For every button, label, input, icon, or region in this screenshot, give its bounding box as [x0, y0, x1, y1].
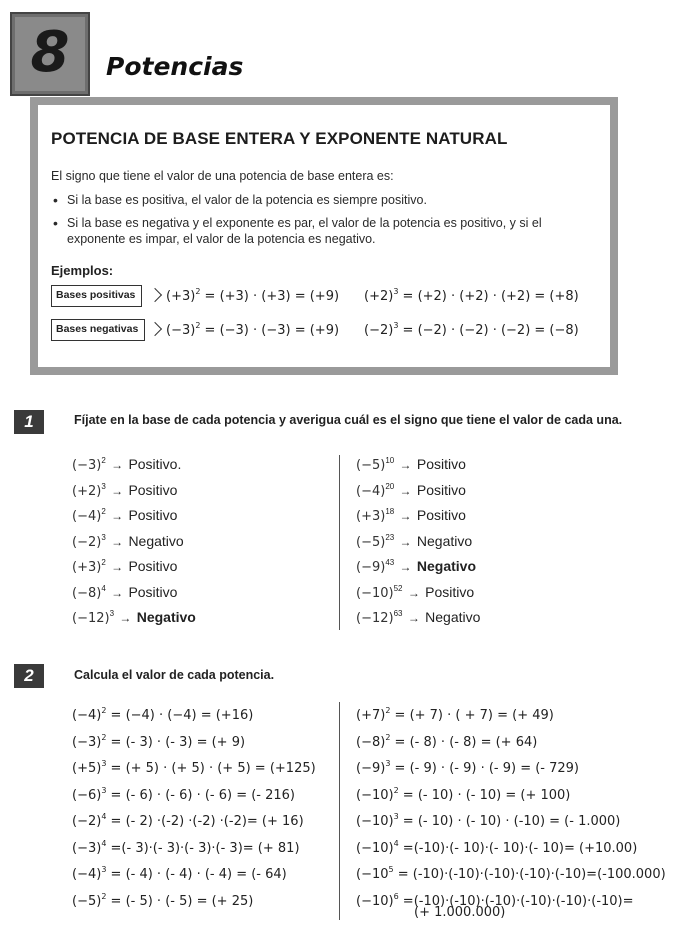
power-calculation: $(-3)^2$ = (- 3) · (- 3) = (+ 9) — [72, 732, 246, 750]
column-divider — [339, 702, 340, 920]
power-calculation: $(-3)^4$ =(- 3)·(- 3)·(- 3)·(- 3)= (+ 81) — [72, 838, 300, 856]
theory-box — [30, 97, 618, 375]
sign-item: $(-12)^3$ → Negativo — [72, 609, 196, 626]
sign-item: $(-10)^{52}$ → Positivo — [356, 583, 475, 601]
tag-negative-bases: Bases negativas — [51, 319, 145, 341]
arrow-right-icon: → — [396, 509, 415, 523]
power-calculation: $(+7)^2$ = (+ 7) · ( + 7) = (+ 49) — [356, 706, 554, 723]
tag-positive-bases: Bases positivas — [51, 285, 142, 307]
sign-item: $(-8)^4$ → Positivo — [72, 583, 178, 601]
sign-item: $(-12)^{63}$ → Negativo — [356, 609, 481, 626]
sign-item: $(-3)^2$ → Positivo. — [72, 456, 182, 473]
example-positive-2: $(+2)^3 = (+2) \cdot (+2) \cdot (+2) = (+8)$ — [364, 287, 579, 304]
power-calculation: $(-5)^2$ = (- 5) · (- 5) = (+ 25) — [72, 891, 254, 909]
chapter-number-badge — [10, 12, 90, 96]
sign-item: $(-2)^3$ → Negativo — [72, 532, 184, 550]
arrow-right-icon: → — [107, 458, 127, 472]
power-calculation: $(-10)^3$ = (- 10) · (- 10) · (-10) = (- 1.000) — [356, 812, 621, 829]
sign-item: $(+3)^2$ → Positivo — [72, 558, 178, 575]
power-calculation: ($-10^5 = (-10)\cdot(-10)\cdot(-10)\cdot(-10)\cdot(-10)=(-100.000)$ — [356, 865, 666, 882]
sign-item: $(+3)^{18}$ → Positivo — [356, 507, 466, 524]
theory-bullet-positive: • Si la base es positiva, el valor de la potencia es siempre positivo. — [51, 192, 587, 208]
sign-item: $(-4)^{20}$ → Positivo — [356, 481, 466, 499]
power-calculation: $(+5)^3$ = (+ 5) · (+ 5) · (+ 5) = (+125) — [72, 759, 316, 776]
arrow-right-icon: → — [107, 534, 127, 549]
example-negative-2: $(-2)^3 = (-2) \cdot (-2) \cdot (-2) = (-8)$ — [364, 321, 579, 338]
power-calculation: $(-9)^3$ = (- 9) · (- 9) · (- 9) = (- 729) — [356, 759, 580, 776]
exercise-1-statement: Fíjate en la base de cada potencia y averigua cuál es el signo que tiene el valor de cada una. — [74, 413, 623, 427]
chevron-right-icon — [148, 288, 162, 302]
arrow-right-icon: → — [116, 611, 135, 625]
example-positive-1: $(+3)^2 = (+3) \cdot (+3) = (+9)$ — [166, 287, 340, 304]
sign-item: $(-4)^2$ → Positivo — [72, 507, 178, 524]
power-calculation: $(-4)^3$ = (- 4) · (- 4) · (- 4) = (- 64) — [72, 865, 287, 882]
sign-item: $(-5)^{10}$ → Positivo — [356, 456, 466, 473]
exercise-2-statement: Calcula el valor de cada potencia. — [74, 668, 275, 682]
power-calculation: $(-6)^3$ = (- 6) · (- 6) · (- 6) = (- 216) — [72, 785, 296, 803]
chevron-right-icon — [148, 322, 162, 336]
example-negative-1: $(-3)^2 = (-3) \cdot (-3) = (+9)$ — [166, 321, 340, 338]
theory-heading: POTENCIA DE BASE ENTERA Y EXPONENTE NATURAL — [51, 129, 508, 148]
power-calculation: $(-10)^4 =(-10)\cdot(-$ 10)·(- 10)·(- 10)= (+10.00) — [356, 838, 638, 856]
exercise-1-number: 1 — [14, 410, 44, 434]
arrow-right-icon: → — [404, 611, 424, 625]
power-calculation: $(-2)^4$ = (- 2) ·(-2) ·(-2) ·(-2)= (+ 16) — [72, 812, 304, 829]
arrow-right-icon: → — [107, 560, 127, 574]
arrow-right-icon: → — [396, 458, 415, 472]
power-calculation: $(-10)^2$ = (- 10) · (- 10) = (+ 100) — [356, 785, 571, 803]
arrow-right-icon: → — [107, 585, 127, 600]
exercise-2-number: 2 — [14, 664, 44, 688]
exercise-2-last-result: (+ 1.000.000) — [414, 905, 506, 920]
sign-item: $(+2)^3$ → Positivo — [72, 481, 178, 499]
power-calculation: $(-4)^2 = (-4) \cdot (-4) = (+16)$ — [72, 706, 254, 723]
arrow-right-icon: → — [107, 509, 127, 523]
arrow-right-icon: → — [107, 483, 127, 498]
arrow-right-icon: → — [396, 560, 415, 574]
chapter-title: Potencias — [106, 52, 244, 81]
power-calculation: $(-8)^2$ = (- 8) · (- 8) = (+ 64) — [356, 732, 538, 750]
examples-label: Ejemplos: — [51, 263, 114, 278]
arrow-right-icon: → — [396, 534, 415, 549]
sign-item: $(-5)^{23}$ → Negativo — [356, 532, 473, 550]
arrow-right-icon: → — [396, 483, 415, 498]
theory-intro: El signo que tiene el valor de una potencia de base entera es: — [51, 169, 394, 183]
arrow-right-icon: → — [404, 585, 424, 600]
chapter-number: 8 — [30, 20, 70, 85]
theory-bullet-negative: • Si la base es negativa y el exponente es par, el valor de la potencia es positivo, y si el exponente es impar, el valor de la potencia es negativo. — [51, 215, 587, 247]
power-calculation: $(-10)^6 =(-10)\cdot(-10)\cdot(-10)\cdot(-10)\cdot(-10)\cdot(-10)=$ — [356, 891, 634, 909]
sign-item: $(-9)^{43}$ → Negativo — [356, 558, 477, 575]
column-divider — [339, 455, 340, 630]
